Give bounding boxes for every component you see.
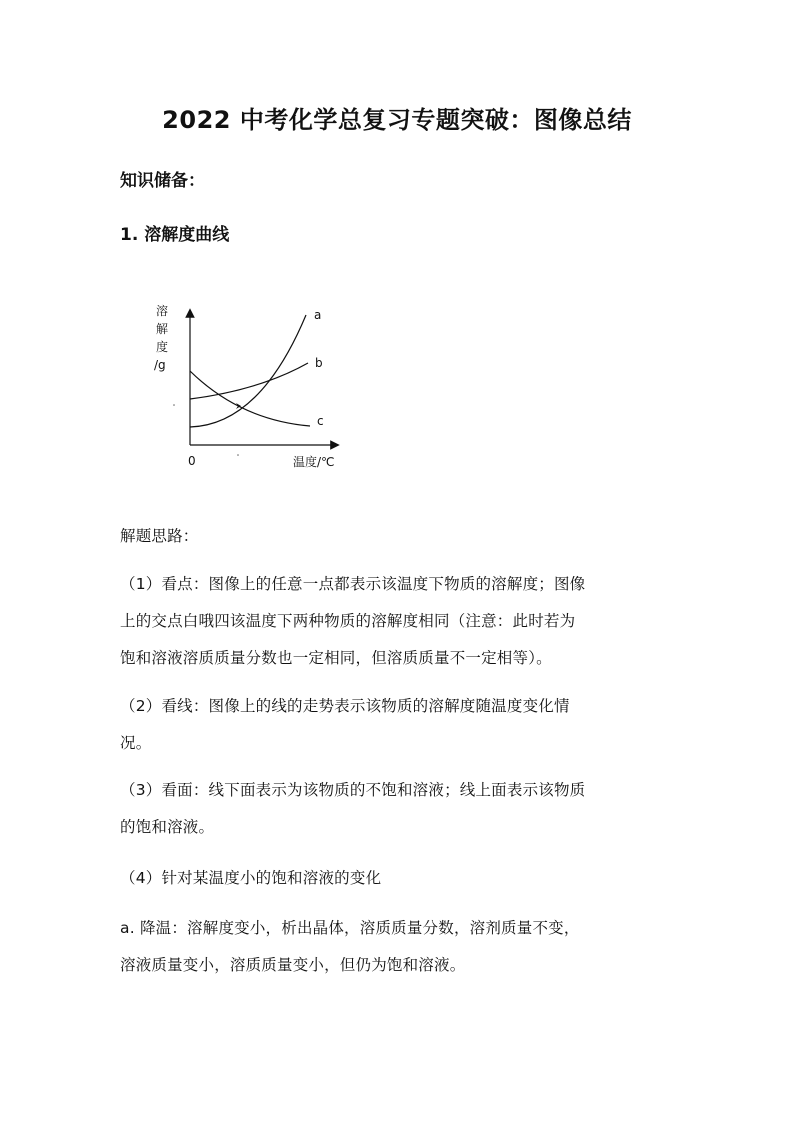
- intersection-point: [236, 403, 241, 409]
- paragraph-1-line: 上的交点白哦四该温度下两种物质的溶解度相同（注意：此时若为: [120, 612, 576, 630]
- y-axis-label-4: /g: [154, 358, 166, 372]
- paragraph-2-line: 况。: [120, 734, 152, 752]
- paragraph-1-line: （1）看点：图像上的任意一点都表示该温度下物质的溶解度；图像: [120, 575, 586, 593]
- paragraph-3-line: （3）看面：线下面表示为该物质的不饱和溶液；线上面表示该物质: [120, 781, 586, 799]
- x-tick-mark: [237, 454, 239, 456]
- subsection-heading: 1. 溶解度曲线: [120, 225, 230, 245]
- page-title: 2022 中考化学总复习专题突破：图像总结: [162, 106, 632, 134]
- y-axis-label-3: 度: [156, 340, 169, 354]
- y-axis-label-2: 解: [156, 322, 169, 336]
- paragraph-4: （4）针对某温度小的饱和溶液的变化: [120, 869, 382, 887]
- y-axis-label-1: 溶: [156, 304, 169, 318]
- origin-label: 0: [188, 454, 196, 468]
- curve-b: [190, 363, 308, 399]
- y-tick-mark: [173, 404, 175, 406]
- curve-c-label: c: [317, 414, 324, 428]
- paragraph-5: [120, 910, 680, 984]
- paragraph-2-line: （2）看线：图像上的线的走势表示该物质的溶解度随温度变化情: [120, 697, 570, 715]
- paragraph-3-line: 的饱和溶液。: [120, 818, 215, 836]
- intro-text: 解题思路：: [120, 527, 199, 545]
- paragraph-3: [120, 772, 680, 846]
- section-heading: 知识储备：: [120, 171, 205, 191]
- solubility-curve-chart: [150, 295, 350, 475]
- curve-a-label: a: [314, 308, 322, 322]
- paragraph-1: [120, 566, 680, 677]
- x-axis-label: 温度/℃: [293, 455, 335, 469]
- paragraph-5-line: a. 降温：溶解度变小，析出晶体，溶质质量分数，溶剂质量不变，: [120, 919, 580, 937]
- paragraph-1-line: 饱和溶液溶质质量分数也一定相同，但溶质质量不一定相等）。: [120, 649, 552, 667]
- paragraph-2: [120, 688, 680, 762]
- curve-b-label: b: [315, 356, 323, 370]
- curve-c: [190, 371, 310, 426]
- paragraph-5-line: 溶液质量变小，溶质质量变小，但仍为饱和溶液。: [120, 956, 466, 974]
